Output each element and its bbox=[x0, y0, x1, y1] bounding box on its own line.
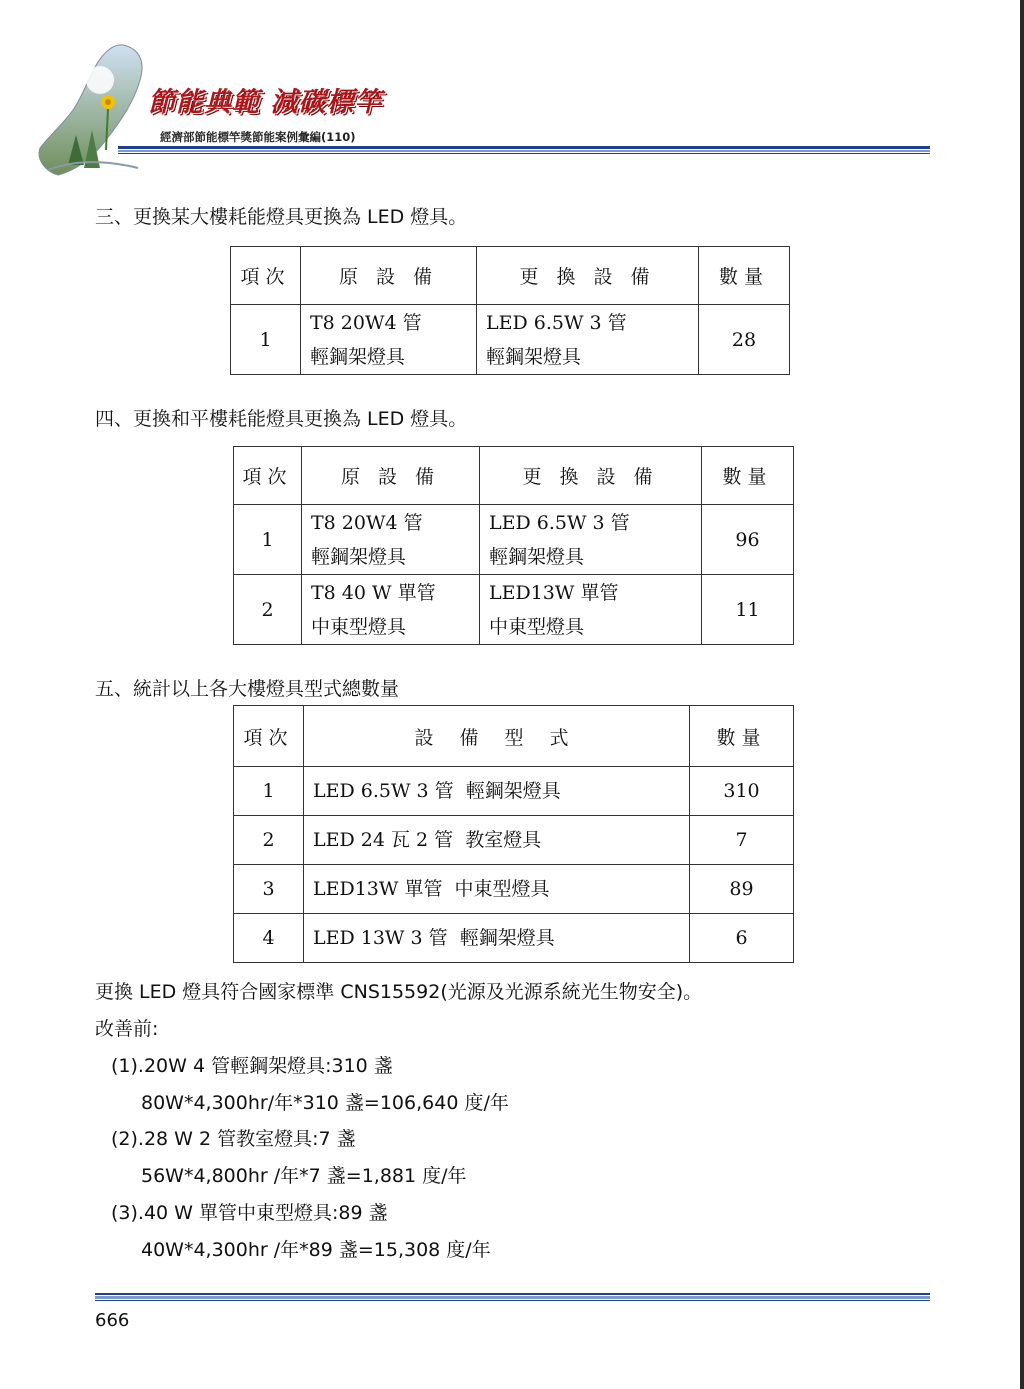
col-header: 更 換 設 備 bbox=[477, 247, 699, 305]
col-header: 原 設 備 bbox=[302, 447, 480, 505]
header-rule bbox=[118, 153, 930, 154]
calc-item-title: (2).28 W 2 管教室燈具:7 盞 bbox=[111, 1128, 356, 1150]
section-heading: 三、更換某大樓耗能燈具更換為 LED 燈具。 bbox=[95, 206, 468, 228]
quantity: 96 bbox=[702, 505, 794, 575]
standard-note: 更換 LED 燈具符合國家標準 CNS15592(光源及光源系統光生物安全)。 bbox=[95, 981, 703, 1003]
calc-item-title: (3).40 W 單管中東型燈具:89 盞 bbox=[111, 1202, 388, 1224]
footer-rule bbox=[95, 1300, 930, 1301]
row-number: 1 bbox=[231, 305, 301, 375]
original-equipment: T8 40 W 單管 中東型燈具 bbox=[302, 575, 480, 645]
quantity: 6 bbox=[690, 914, 794, 963]
calc-item-formula: 40W*4,300hr /年*89 盞=15,308 度/年 bbox=[141, 1239, 491, 1261]
page-edge bbox=[1020, 0, 1024, 1389]
header-subtitle: 經濟部節能標竿獎節能案例彙編(110) bbox=[160, 130, 356, 144]
col-header: 項次 bbox=[234, 447, 302, 505]
calc-item-formula: 56W*4,800hr /年*7 盞=1,881 度/年 bbox=[141, 1165, 467, 1187]
table-row bbox=[234, 914, 794, 963]
replacement-equipment: LED 6.5W 3 管 輕鋼架燈具 bbox=[477, 305, 699, 375]
col-header: 更 換 設 備 bbox=[480, 447, 702, 505]
replacement-equipment: LED13W 單管 中東型燈具 bbox=[480, 575, 702, 645]
quantity: 28 bbox=[699, 305, 790, 375]
section-heading: 四、更換和平樓耗能燈具更換為 LED 燈具。 bbox=[95, 408, 468, 430]
equipment-type: LED 13W 3 管 輕鋼架燈具 bbox=[304, 914, 690, 963]
equipment-type: LED 24 瓦 2 管 教室燈具 bbox=[304, 816, 690, 865]
calc-item-title: (1).20W 4 管輕鋼架燈具:310 盞 bbox=[111, 1055, 393, 1077]
table-row bbox=[234, 767, 794, 816]
col-header: 項次 bbox=[231, 247, 301, 305]
calc-item-formula: 80W*4,300hr/年*310 盞=106,640 度/年 bbox=[141, 1092, 509, 1114]
row-number: 3 bbox=[234, 865, 304, 914]
table-row bbox=[234, 575, 794, 645]
row-number: 4 bbox=[234, 914, 304, 963]
col-header: 設 備 型 式 bbox=[304, 706, 690, 767]
original-equipment: T8 20W4 管 輕鋼架燈具 bbox=[301, 305, 477, 375]
header-rule bbox=[118, 150, 930, 152]
table-row bbox=[234, 505, 794, 575]
quantity: 89 bbox=[690, 865, 794, 914]
col-header: 數量 bbox=[690, 706, 794, 767]
quantity: 11 bbox=[702, 575, 794, 645]
equipment-type: LED 6.5W 3 管 輕鋼架燈具 bbox=[304, 767, 690, 816]
footer-rule bbox=[95, 1296, 930, 1299]
table-row bbox=[234, 865, 794, 914]
header-rule bbox=[118, 146, 930, 149]
table-row bbox=[231, 305, 790, 375]
replacement-equipment: LED 6.5W 3 管 輕鋼架燈具 bbox=[480, 505, 702, 575]
original-equipment: T8 20W4 管 輕鋼架燈具 bbox=[302, 505, 480, 575]
row-number: 2 bbox=[234, 816, 304, 865]
footer-rule bbox=[95, 1293, 930, 1295]
equipment-type: LED13W 單管 中東型燈具 bbox=[304, 865, 690, 914]
row-number: 1 bbox=[234, 767, 304, 816]
taiwan-map-logo-icon bbox=[28, 40, 163, 180]
col-header: 數量 bbox=[702, 447, 794, 505]
row-number: 2 bbox=[234, 575, 302, 645]
page-number: 666 bbox=[95, 1310, 130, 1331]
replacement-table-1 bbox=[230, 246, 790, 375]
brand-title: 節能典範 減碳標竿 bbox=[148, 87, 383, 118]
col-header: 數量 bbox=[699, 247, 790, 305]
section-heading: 五、統計以上各大樓燈具型式總數量 bbox=[95, 678, 400, 700]
quantity: 310 bbox=[690, 767, 794, 816]
col-header: 原 設 備 bbox=[301, 247, 477, 305]
before-label: 改善前: bbox=[95, 1018, 159, 1040]
replacement-table-2 bbox=[233, 446, 794, 645]
col-header: 項次 bbox=[234, 706, 304, 767]
table-row bbox=[234, 816, 794, 865]
quantity: 7 bbox=[690, 816, 794, 865]
row-number: 1 bbox=[234, 505, 302, 575]
summary-table bbox=[233, 705, 794, 963]
